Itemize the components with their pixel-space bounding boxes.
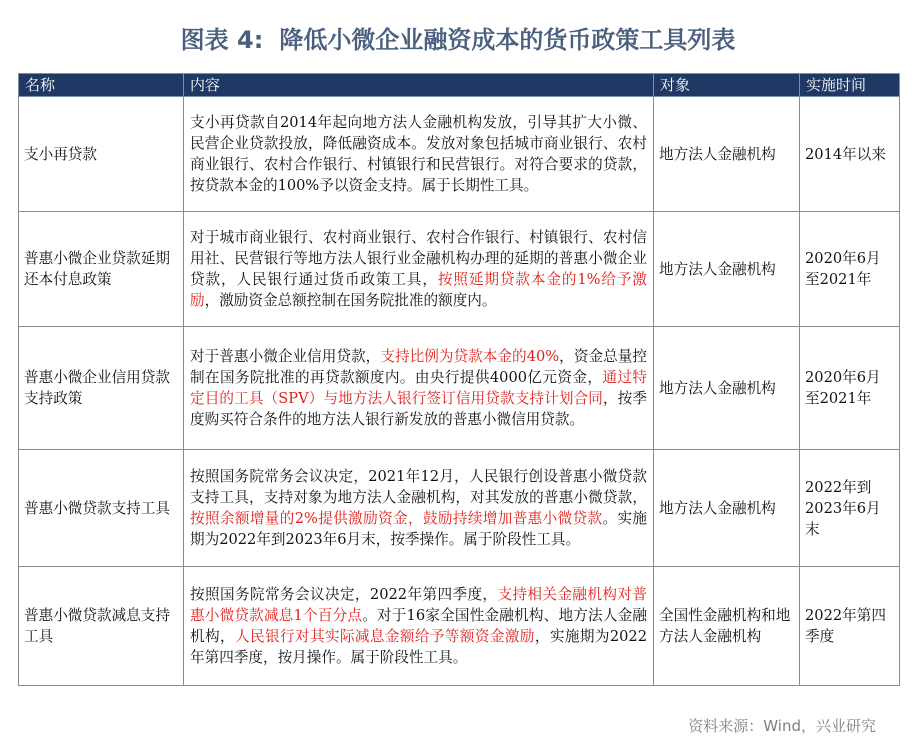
- header-name: 名称: [19, 74, 184, 97]
- cell-name: 支小再贷款: [19, 97, 184, 212]
- content-text: 。实施期为2022年到2023年6月末，按季操作。属于阶段性工具。: [190, 510, 647, 548]
- cell-name: 普惠小微贷款减息支持工具: [19, 567, 184, 686]
- source-note: 资料来源：Wind，兴业研究: [688, 717, 876, 735]
- table-header-row: [19, 74, 900, 97]
- content-highlight: 支持比例为贷款本金的40%: [380, 348, 560, 365]
- content-text: 支小再贷款自2014年起向地方法人金融机构发放，引导其扩大小微、民营企业贷款投放，降低融资成本。发放对象包括城市商业银行、农村商业银行、农村合作银行、村镇银行和民营银行。对符合要求的贷款，按贷款本金的100%予以资金支持。属于长期性工具。: [190, 114, 647, 194]
- table-row: [19, 567, 900, 686]
- cell-name: 普惠小微贷款支持工具: [19, 450, 184, 567]
- cell-time: 2020年6月至2021年: [800, 327, 900, 450]
- cell-target: 全国性金融机构和地方法人金融机构: [654, 567, 800, 686]
- header-time: 实施时间: [800, 74, 900, 97]
- cell-name: 普惠小微企业信用贷款支持政策: [19, 327, 184, 450]
- table-row: [19, 212, 900, 327]
- figure-title-text: 降低小微企业融资成本的货币政策工具列表: [279, 26, 736, 54]
- cell-content: [184, 450, 654, 567]
- cell-time: 2020年6月至2021年: [800, 212, 900, 327]
- content-text: 对于普惠小微企业信用贷款，: [190, 348, 381, 365]
- content-text: 对于城市商业银行、农村商业银行、农村合作银行、村镇银行、农村信用社、民营银行等地方法人银行业金融机构办理的延期的普惠小微企业贷款，人民银行通过货币政策工具，: [190, 229, 647, 288]
- header-content: 内容: [184, 74, 654, 97]
- policy-tools-table: [18, 73, 900, 686]
- content-highlight: 通过特定目的工具（SPV）与地方法人银行签订信用贷款支持计划合同: [190, 369, 647, 407]
- content-text: 按照国务院常务会议决定，2022年第四季度，: [190, 586, 498, 603]
- header-target: 对象: [654, 74, 800, 97]
- cell-target: 地方法人金融机构: [654, 327, 800, 450]
- table-row: [19, 97, 900, 212]
- cell-target: 地方法人金融机构: [654, 212, 800, 327]
- table-row: [19, 450, 900, 567]
- cell-content: [184, 567, 654, 686]
- content-text: ，资金总量控制在国务院批准的再贷款额度内。由央行提供4000亿元资金，: [190, 348, 647, 386]
- content-text: 按照国务院常务会议决定，2021年12月，人民银行创设普惠小微贷款支持工具，支持对象为地方法人金融机构，对其发放的普惠小微贷款，: [190, 468, 647, 506]
- content-text: ，实施期为2022年第四季度，按月操作。属于阶段性工具。: [190, 628, 647, 666]
- cell-target: 地方法人金融机构: [654, 450, 800, 567]
- content-highlight: 人民银行对其实际减息金额给予等额资金激励: [234, 628, 535, 645]
- cell-content: [184, 97, 654, 212]
- cell-time: 2022年第四季度: [800, 567, 900, 686]
- content-highlight: 支持相关金融机构对普惠小微贷款减息1个百分点: [190, 586, 647, 624]
- content-text: ，激励资金总额控制在国务院批准的额度内。: [204, 292, 497, 309]
- content-highlight: 按照延期贷款本金的1%给予激励: [190, 271, 647, 309]
- cell-time: 2014年以来: [800, 97, 900, 212]
- content-text: ，按季度购买符合条件的地方法人银行新发放的普惠小微信用贷款。: [190, 390, 647, 428]
- cell-target: 地方法人金融机构: [654, 97, 800, 212]
- cell-time: 2022年到2023年6月末: [800, 450, 900, 567]
- cell-content: [184, 212, 654, 327]
- figure-number: 图表 4:: [180, 26, 264, 54]
- content-highlight: 按照余额增量的2%提供激励资金，鼓励持续增加普惠小微贷款: [190, 510, 603, 527]
- cell-content: [184, 327, 654, 450]
- figure-title: [0, 20, 916, 55]
- content-text: 。对于16家全国性金融机构、地方法人金融机构，: [190, 607, 647, 645]
- table-row: [19, 327, 900, 450]
- cell-name: 普惠小微企业贷款延期还本付息政策: [19, 212, 184, 327]
